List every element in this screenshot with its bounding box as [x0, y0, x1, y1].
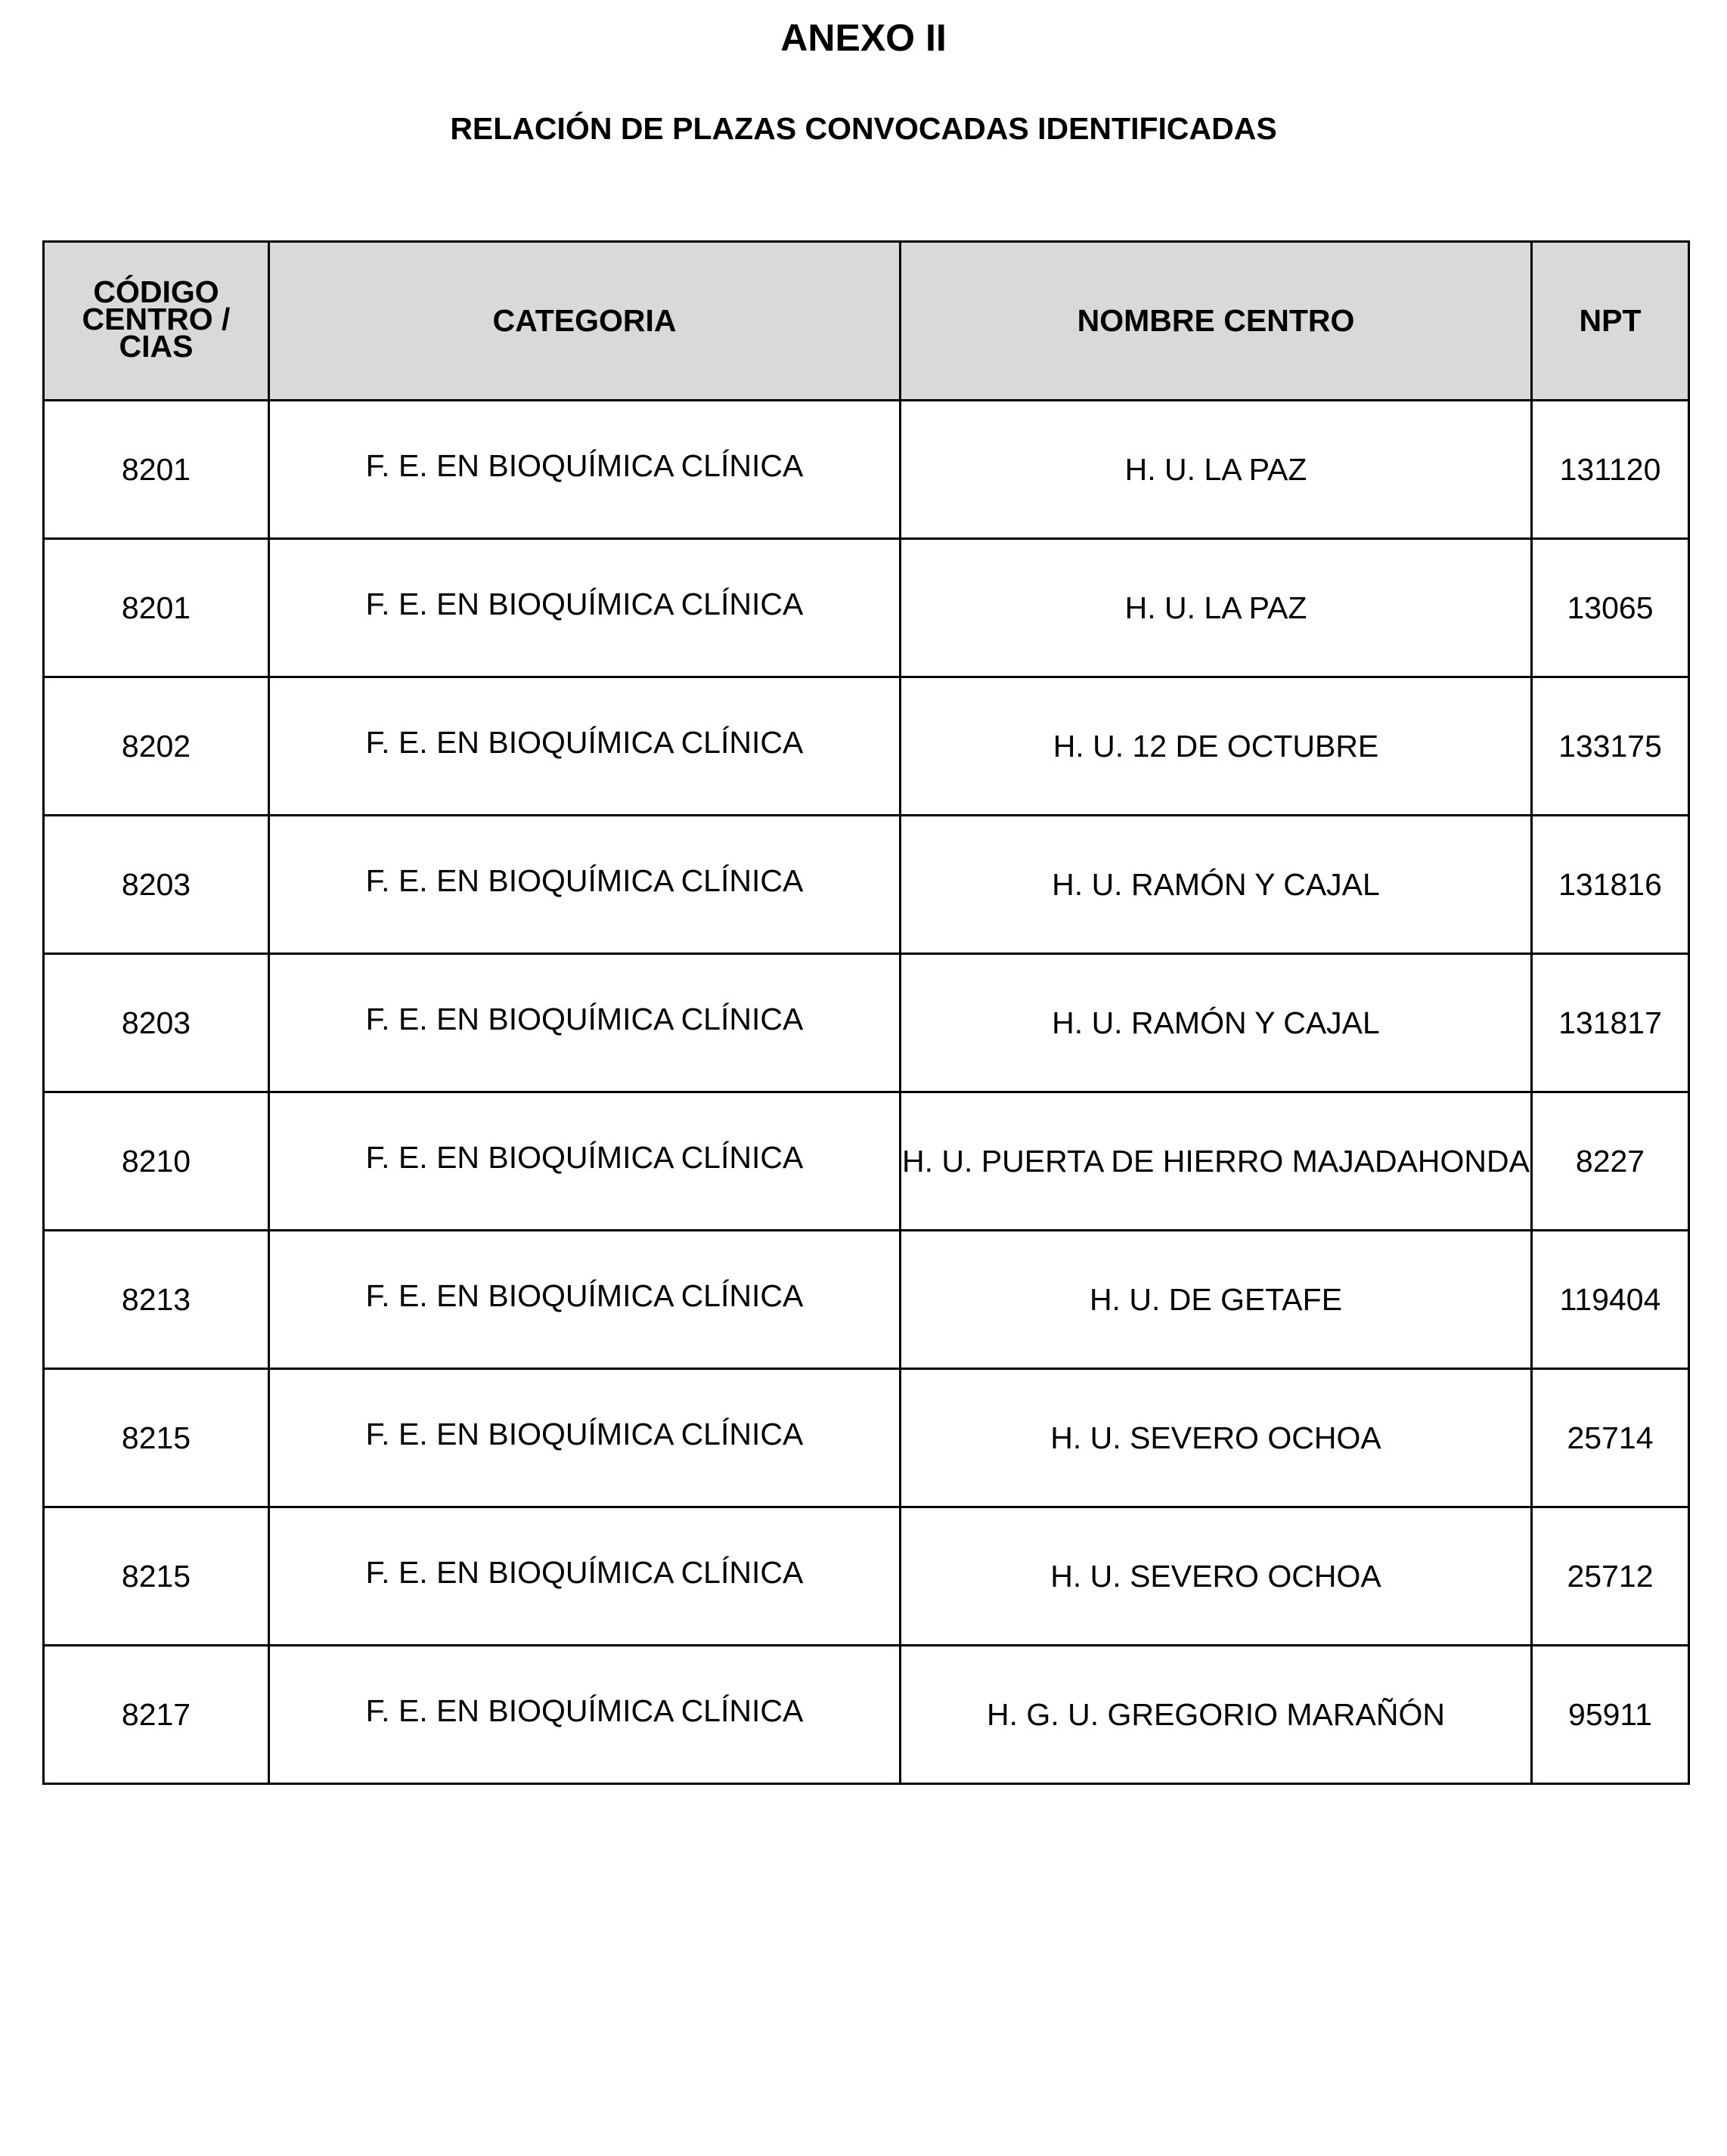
- table-row: [44, 677, 1689, 816]
- cell-nombre-centro: H. U. SEVERO OCHOA: [901, 1369, 1532, 1507]
- cell-npt: 95911: [1532, 1646, 1689, 1784]
- cell-nombre-centro: H. U. SEVERO OCHOA: [901, 1507, 1532, 1646]
- cell-npt: 8227: [1532, 1092, 1689, 1231]
- cell-categoria: F. E. EN BIOQUÍMICA CLÍNICA: [269, 401, 901, 539]
- header-codigo-line3: CIAS: [119, 328, 194, 364]
- cell-npt: 25714: [1532, 1369, 1689, 1507]
- cell-codigo: 8215: [44, 1507, 269, 1646]
- table-row: [44, 401, 1689, 539]
- cell-npt: 25712: [1532, 1507, 1689, 1646]
- header-nombre-centro: NOMBRE CENTRO: [901, 242, 1532, 401]
- table-row: [44, 954, 1689, 1092]
- cell-nombre-centro: H. U. RAMÓN Y CAJAL: [901, 816, 1532, 954]
- cell-nombre-centro: H. U. LA PAZ: [901, 401, 1532, 539]
- cell-codigo: 8201: [44, 401, 269, 539]
- cell-categoria: F. E. EN BIOQUÍMICA CLÍNICA: [269, 1369, 901, 1507]
- cell-codigo: 8213: [44, 1231, 269, 1369]
- cell-npt: 131817: [1532, 954, 1689, 1092]
- plazas-table: [42, 240, 1690, 1785]
- cell-codigo: 8203: [44, 954, 269, 1092]
- cell-categoria: F. E. EN BIOQUÍMICA CLÍNICA: [269, 1231, 901, 1369]
- cell-categoria: F. E. EN BIOQUÍMICA CLÍNICA: [269, 1507, 901, 1646]
- cell-npt: 133175: [1532, 677, 1689, 816]
- cell-codigo: 8217: [44, 1646, 269, 1784]
- cell-nombre-centro: H. U. 12 DE OCTUBRE: [901, 677, 1532, 816]
- table-row: [44, 816, 1689, 954]
- header-codigo-line1: CÓDIGO: [93, 274, 219, 309]
- table-row: [44, 1092, 1689, 1231]
- cell-categoria: F. E. EN BIOQUÍMICA CLÍNICA: [269, 539, 901, 677]
- header-categoria: CATEGORIA: [269, 242, 901, 401]
- table-header-row: [44, 242, 1689, 401]
- table-row: [44, 539, 1689, 677]
- cell-nombre-centro: H. U. RAMÓN Y CAJAL: [901, 954, 1532, 1092]
- cell-npt: 13065: [1532, 539, 1689, 677]
- cell-npt: 131816: [1532, 816, 1689, 954]
- cell-nombre-centro: H. G. U. GREGORIO MARAÑÓN: [901, 1646, 1532, 1784]
- header-codigo-line2: CENTRO /: [82, 301, 231, 336]
- cell-codigo: 8215: [44, 1369, 269, 1507]
- cell-categoria: F. E. EN BIOQUÍMICA CLÍNICA: [269, 1092, 901, 1231]
- header-codigo-centro-cias: [44, 242, 269, 401]
- cell-categoria: F. E. EN BIOQUÍMICA CLÍNICA: [269, 677, 901, 816]
- table-row: [44, 1646, 1689, 1784]
- cell-nombre-centro: H. U. PUERTA DE HIERRO MAJADAHONDA: [901, 1092, 1532, 1231]
- cell-categoria: F. E. EN BIOQUÍMICA CLÍNICA: [269, 1646, 901, 1784]
- cell-codigo: 8202: [44, 677, 269, 816]
- cell-categoria: F. E. EN BIOQUÍMICA CLÍNICA: [269, 816, 901, 954]
- cell-codigo: 8201: [44, 539, 269, 677]
- cell-categoria: F. E. EN BIOQUÍMICA CLÍNICA: [269, 954, 901, 1092]
- cell-nombre-centro: H. U. DE GETAFE: [901, 1231, 1532, 1369]
- cell-nombre-centro: H. U. LA PAZ: [901, 539, 1532, 677]
- page-title: ANEXO II: [780, 17, 947, 59]
- header-npt: NPT: [1532, 242, 1689, 401]
- cell-npt: 119404: [1532, 1231, 1689, 1369]
- cell-npt: 131120: [1532, 401, 1689, 539]
- table-row: [44, 1369, 1689, 1507]
- cell-codigo: 8210: [44, 1092, 269, 1231]
- table-row: [44, 1231, 1689, 1369]
- table-row: [44, 1507, 1689, 1646]
- page-subtitle: RELACIÓN DE PLAZAS CONVOCADAS IDENTIFICADAS: [450, 111, 1277, 146]
- cell-codigo: 8203: [44, 816, 269, 954]
